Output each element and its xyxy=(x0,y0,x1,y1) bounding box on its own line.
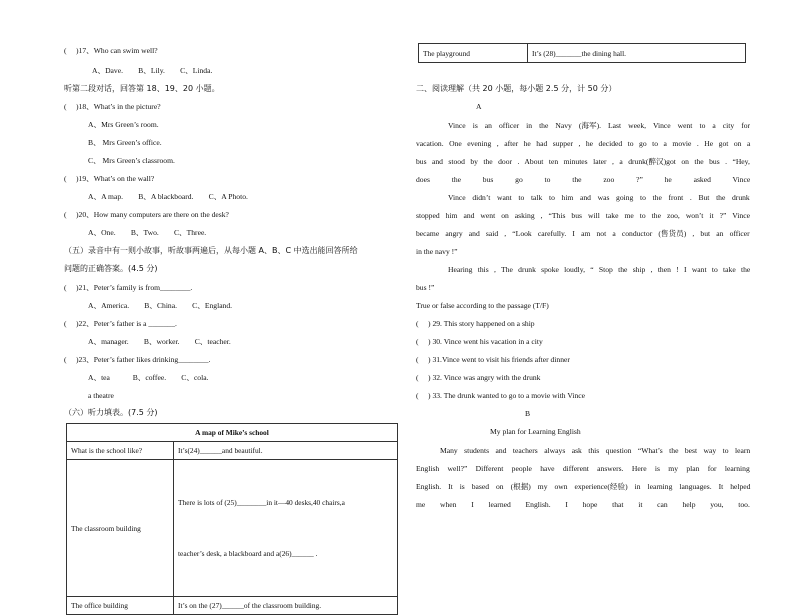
question-22-options: A、manager. B、worker. C、teacher. xyxy=(88,337,231,346)
passage-a-line: Hearing this , The drunk spoke loudly, “ Stop the ship , then ! I want to take the xyxy=(448,265,751,274)
question-18-option-c: C、 Mrs Green’s classroom. xyxy=(88,156,175,165)
table-row xyxy=(67,460,398,597)
section-5-instructions-line2: 问题的正确答案。(4.5 分) xyxy=(64,264,158,273)
tf-question-29: ( ) 29. This story happened on a ship xyxy=(416,319,535,328)
part-2-intro: 听第二段对话，回答第 18、19、20 小题。 xyxy=(64,84,220,93)
question-22: ( )22、Peter’s father is a _______. xyxy=(64,319,177,328)
question-18-option-a: A、Mrs Green’s room. xyxy=(88,120,159,129)
passage-a-line: vacation. One evening , after he had supper , he decided to go to a movie . He got on a xyxy=(416,139,751,148)
table-row-label: The office building xyxy=(67,597,174,615)
question-21-options: A、America. B、China. C、England. xyxy=(88,301,233,310)
passage-b-line: English well?” Different people have different answers. Here is my plan for learning xyxy=(416,464,750,473)
passage-a-line: became angry and said , “Look carefully. I am not a conductor (售货员) , but an officer xyxy=(416,229,750,238)
question-23-options: A、tea B、coffee. C、cola. xyxy=(88,373,209,382)
section-6-title: （六）听力填表。(7.5 分) xyxy=(64,408,158,417)
reading-section-title: 二、阅读理解（共 20 小题，每小题 2.5 分，计 50 分） xyxy=(416,84,617,93)
table-row xyxy=(67,442,398,460)
passage-a-line: Vince didn’t want to talk to him and was going to the front . But the drunk xyxy=(448,193,750,202)
passage-a-label: A xyxy=(476,102,482,111)
question-17-options: A、Dave. B、Lily. C、Linda. xyxy=(92,66,213,75)
passage-a-line: bus !” xyxy=(416,283,435,292)
true-false-instructions: True or false according to the passage (T/F) xyxy=(416,301,549,310)
section-5-instructions-line1: （五）录音中有一则小故事，听故事两遍后，从每小题 A、B、C 中选出能回答所给 xyxy=(64,246,358,255)
question-18: ( )18、What’s in the picture? xyxy=(64,102,161,111)
question-21: ( )21、Peter’s family is from________. xyxy=(64,283,193,292)
question-23: ( )23、Peter’s father likes drinking________. xyxy=(64,355,211,364)
question-18-option-b: B、 Mrs Green’s office. xyxy=(88,138,162,147)
table-row-label: The playground xyxy=(419,44,528,63)
question-19: ( )19、What’s on the wall? xyxy=(64,174,155,183)
passage-b-line: Many students and teachers always ask this question “What’s the best way to learn xyxy=(440,446,751,455)
table-row-value: There is lots of (25)________in it—40 desks,40 chairs,a xyxy=(178,498,345,507)
question-23-extra: a theatre xyxy=(88,391,114,400)
table-row-value: It’s on the (27)______of the classroom building. xyxy=(174,597,398,615)
table-row-label: What is the school like? xyxy=(67,442,174,460)
passage-a-line: does the bus go to the zoo ?” he asked Vince xyxy=(416,175,751,184)
tf-question-32: ( ) 32. Vince was angry with the drunk xyxy=(416,373,541,382)
passage-b-title: My plan for Learning English xyxy=(490,427,581,436)
passage-a-line: bus and stood by the door . About ten minutes later , a drunk(醉汉)got on the bus . “Hey, xyxy=(416,157,750,166)
question-17: ( )17、Who can swim well? xyxy=(64,46,158,55)
passage-b-line: English. It is based on (根据) my own experience(经验) in learning languages. It helped xyxy=(416,482,751,491)
tf-question-31: ( ) 31.Vince went to visit his friends after dinner xyxy=(416,355,570,364)
playground-table-row xyxy=(418,43,746,63)
table-title: A map of Mike’s school xyxy=(67,424,398,442)
question-20: ( )20、How many computers are there on the desk? xyxy=(64,210,229,219)
passage-a-line: Vince is an officer in the Navy (海军). Last week, Vince went to a city for xyxy=(448,121,751,130)
passage-a-line: stopped him and went on asking , “This bus will take me to the zoo, won’t it ?” Vince xyxy=(416,211,750,220)
question-20-options: A、One. B、Two. C、Three. xyxy=(88,228,207,237)
passage-b-label: B xyxy=(525,409,531,418)
tf-question-33: ( ) 33. The drunk wanted to go to a movie with Vince xyxy=(416,391,586,400)
tf-question-30: ( ) 30. Vince went his vacation in a city xyxy=(416,337,543,346)
table-row-value-continued: teacher’s desk, a blackboard and a(26)______ . xyxy=(178,549,318,558)
table-row-label: The classroom building xyxy=(67,460,174,597)
table-row xyxy=(67,597,398,615)
question-19-options: A、A map. B、A blackboard. C、A Photo. xyxy=(88,192,248,201)
mike-school-table xyxy=(66,423,398,615)
passage-b-line: me when I learned English. I hope that it can help you, too. xyxy=(416,500,750,509)
passage-a-line: in the navy !” xyxy=(416,247,458,256)
table-row-value: It’s (28)_______the dining hall. xyxy=(528,44,746,63)
table-row-value: It’s(24)______and beautiful. xyxy=(174,442,398,460)
